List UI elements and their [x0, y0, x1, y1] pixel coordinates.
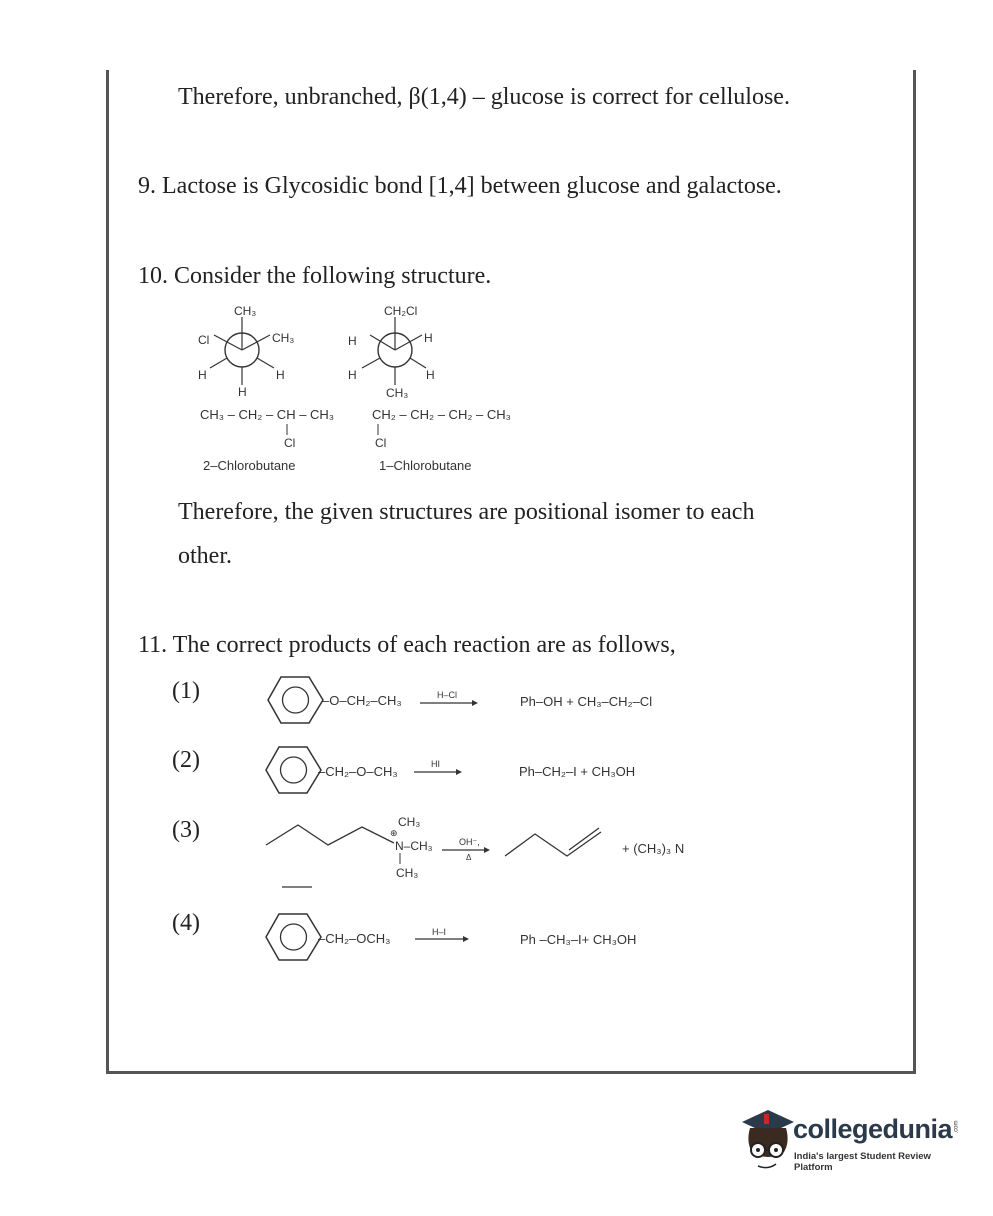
- question-9-answer: 9. Lactose is Glycosidic bond [1,4] between glucose and galactose.: [138, 173, 782, 199]
- bond-line: [377, 424, 381, 436]
- brand-tagline: India's largest Student Review Platform: [794, 1151, 931, 1173]
- benzene-ring-icon: [266, 745, 322, 795]
- page-frame: [106, 70, 916, 1074]
- newman2-top: CH₂Cl: [384, 304, 418, 318]
- reaction-4-product: Ph –CH₃–I+ CH₃OH: [520, 932, 637, 947]
- reaction-4-reagent: H–I: [432, 927, 447, 937]
- reaction-3-n-top: CH₃: [398, 815, 421, 829]
- reaction-1-number: (1): [172, 678, 200, 704]
- reaction-3-product: + (CH₃)₃ N: [622, 841, 685, 856]
- stray-dash: [282, 886, 312, 889]
- brand-dotcom: .com: [953, 1120, 960, 1134]
- formula1-substituent: Cl: [284, 436, 296, 450]
- benzene-ring-icon: [266, 912, 322, 962]
- isomer-conclusion-line1: Therefore, the given structures are positional isomer to each: [178, 499, 755, 525]
- bond-line: [399, 853, 403, 865]
- alkene-product-icon: [505, 826, 605, 862]
- bond-line: [286, 424, 290, 436]
- reaction-2-substituent: –CH₂–O–CH₃: [318, 764, 398, 779]
- reaction-2-number: (2): [172, 747, 200, 773]
- reaction-1-reagent: H–Cl: [437, 690, 458, 700]
- newman2-lower-right: H: [426, 368, 435, 382]
- reaction-3-n-mid: N–CH₃: [395, 839, 433, 853]
- cellulose-conclusion: Therefore, unbranched, β(1,4) – glucose is correct for cellulose.: [178, 84, 790, 110]
- formula-1-chlorobutane: CH₂ – CH₂ – CH₂ – CH₃: [372, 407, 511, 422]
- benzene-ring-icon: [268, 675, 324, 725]
- newman2-upper-right: H: [424, 331, 433, 345]
- reaction-2-product: Ph–CH₂–I + CH₃OH: [519, 764, 636, 779]
- reaction-3-charge: ⊕: [390, 828, 398, 838]
- reaction-3-reagent: OH⁻,: [459, 837, 480, 847]
- reaction-1-product: Ph–OH + CH₃–CH₂–Cl: [520, 694, 653, 709]
- newman-projection-2-chlorobutane: [190, 305, 310, 405]
- newman2-lower-left: H: [348, 368, 357, 382]
- formula2-substituent: Cl: [375, 436, 387, 450]
- newman1-lower-right: H: [276, 368, 285, 382]
- brand-name: collegedunia: [793, 1114, 953, 1144]
- formula-2-chlorobutane: CH₃ – CH₂ – CH – CH₃: [200, 407, 335, 422]
- newman1-lower-left: H: [198, 368, 207, 382]
- question-10-heading: 10. Consider the following structure.: [138, 263, 492, 289]
- question-11-heading: 11. The correct products of each reaction are as follows,: [138, 632, 676, 658]
- mascot-icon: [738, 1108, 794, 1170]
- reaction-4-number: (4): [172, 910, 200, 936]
- newman1-bottom: H: [238, 385, 247, 399]
- alkyl-chain-icon: [266, 815, 406, 855]
- newman1-top: CH₃: [234, 304, 257, 318]
- reaction-1-substituent: –O–CH₂–CH₃: [322, 693, 402, 708]
- newman1-upper-left: Cl: [198, 333, 210, 347]
- reaction-2-reagent: HI: [431, 759, 440, 769]
- reaction-3-n-bottom: CH₃: [396, 866, 419, 880]
- reaction-arrow-icon: [420, 699, 480, 707]
- newman2-upper-left: H: [348, 334, 357, 348]
- reaction-arrow-icon: [415, 935, 471, 943]
- newman2-bottom: CH₃: [386, 386, 409, 400]
- reaction-3-heat: Δ: [466, 853, 472, 862]
- isomer-conclusion-line2: other.: [178, 543, 232, 569]
- reaction-arrow-icon: [414, 768, 464, 776]
- reaction-4-substituent: –CH₂–OCH₃: [318, 931, 391, 946]
- reaction-3-number: (3): [172, 817, 200, 843]
- name-2-chlorobutane: 2–Chlorobutane: [203, 458, 296, 473]
- name-1-chlorobutane: 1–Chlorobutane: [379, 458, 472, 473]
- collegedunia-logo[interactable]: [738, 1108, 968, 1178]
- newman1-upper-right: CH₃: [272, 331, 295, 345]
